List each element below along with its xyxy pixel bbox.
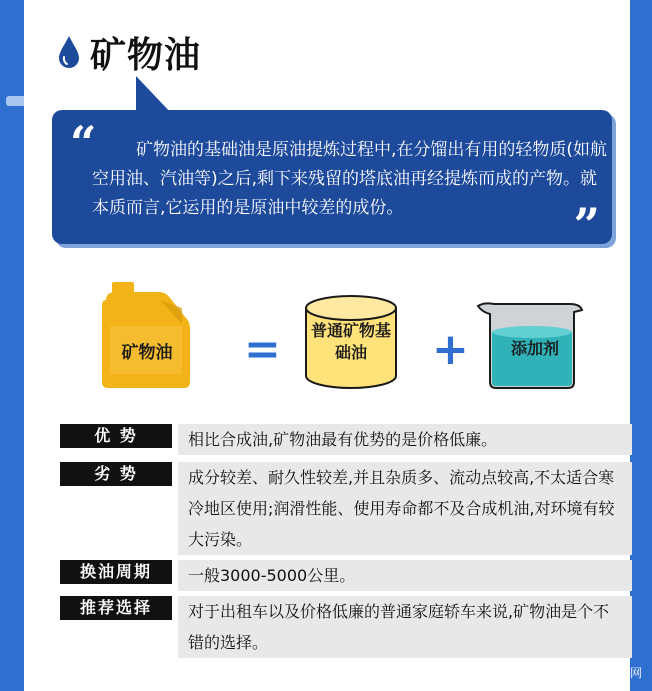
- watermark: 网: [629, 666, 642, 680]
- left-frame-border: [0, 0, 24, 691]
- info-row-change-interval: [60, 560, 632, 591]
- tag-change-interval: 换油周期: [60, 560, 172, 584]
- oil-drop-icon: [58, 35, 80, 69]
- additive-label: 添加剂: [510, 339, 559, 358]
- tag-recommendation: 推荐选择: [60, 596, 172, 620]
- info-row-recommendation: [60, 596, 632, 658]
- recommendation-text: 对于出租车以及价格低廉的普通家庭轿车来说,矿物油是个不错的选择。: [178, 596, 632, 658]
- jug-label: 矿物油: [121, 343, 173, 363]
- open-quote-mark: “: [70, 116, 97, 170]
- equals-sign: =: [244, 324, 281, 375]
- tag-advantage: 优 势: [60, 424, 172, 448]
- definition-quote-box: [52, 110, 612, 252]
- base-oil-label: 普通矿物基础油: [310, 321, 391, 362]
- advantage-text: 相比合成油,矿物油最有优势的是价格低廉。: [178, 424, 632, 455]
- disadvantage-text: 成分较差、耐久性较差,并且杂质多、流动点较高,不太适合寒冷地区使用;润滑性能、使用寿命都不及合成机油,对环境有较大污染。: [178, 462, 632, 555]
- page-title: 矿物油: [90, 34, 202, 76]
- bubble-tail: [136, 76, 172, 114]
- right-frame-border: [630, 0, 652, 691]
- definition-text: 矿物油的基础油是原油提炼过程中,在分馏出有用的轻物质(如航空用油、汽油等)之后,剩下来残留的塔底油再经提炼而成的产物。就本质而言,它运用的是原油中较差的成份。: [92, 140, 608, 218]
- info-row-advantage: [60, 424, 632, 455]
- change-interval-text: 一般3000-5000公里。: [178, 560, 632, 591]
- close-quote-mark: ”: [573, 198, 600, 252]
- info-row-disadvantage: [60, 462, 632, 555]
- composition-equation: [100, 278, 620, 398]
- title-row: [58, 26, 201, 78]
- oil-jug-icon: [100, 278, 192, 390]
- plus-sign: +: [432, 324, 469, 375]
- content-card: [24, 0, 630, 691]
- tag-disadvantage: 劣 势: [60, 462, 172, 486]
